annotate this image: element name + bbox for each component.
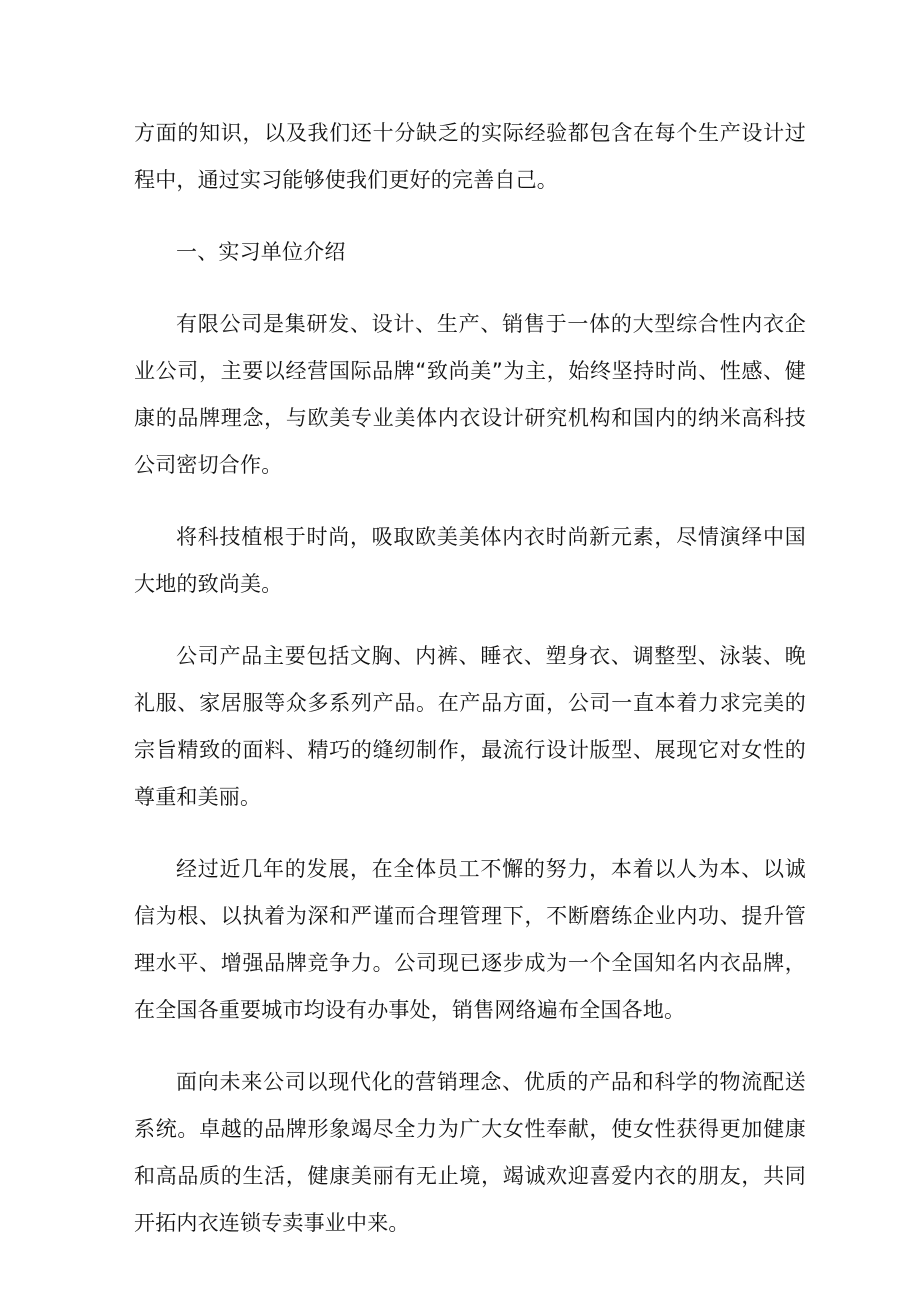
document-body xyxy=(134,110,806,1247)
paragraph-products: 公司产品主要包括文胸、内裤、睡衣、塑身衣、调整型、泳装、晚礼服、家居服等众多系列产品。在产品方面，公司一直本着力求完美的宗旨精致的面料、精巧的缝纫制作，最流行设计版型、展现它对女性的尊重和美丽。 xyxy=(134,644,806,809)
section-heading: 一、实习单位介绍 xyxy=(176,240,346,264)
paragraph-technology: 将科技植根于时尚，吸取欧美美体内衣时尚新元素，尽情演绎中国大地的致尚美。 xyxy=(134,525,806,596)
paragraph-gap xyxy=(134,489,806,514)
paragraph-future: 面向未来公司以现代化的营销理念、优质的产品和科学的物流配送系统。卓越的品牌形象竭尽全力为广大女性奉献，使女性获得更加健康和高品质的生活，健康美丽有无止境，竭诚欢迎喜爱内衣的朋友，共同开拓内衣连锁专卖事业中来。 xyxy=(134,1070,806,1235)
paragraph-development: 经过近几年的发展，在全体员工不懈的努力，本着以人为本、以诚信为根、以执着为深和严谨而合理管理下，不断磨练企业内功、提升管理水平、增强品牌竞争力。公司现已逐步成为一个全国知名内衣品牌，在全国各重要城市均设有办事处，销售网络遍布全国各地。 xyxy=(134,857,806,1022)
paragraph-gap xyxy=(134,821,806,846)
paragraph-gap xyxy=(134,1034,806,1059)
paragraph-company-intro: 有限公司是集研发、设计、生产、销售于一体的大型综合性内衣企业公司，主要以经营国际品牌“致尚美”为主，始终坚持时尚、性感、健康的品牌理念，与欧美专业美体内衣设计研究机构和国内的纳米高科技公司密切合作。 xyxy=(134,312,806,477)
paragraph-gap xyxy=(134,608,806,633)
paragraph-continuation: 方面的知识，以及我们还十分缺乏的实际经验都包含在每个生产设计过程中，通过实习能够使我们更好的完善自己。 xyxy=(134,121,806,192)
paragraph-gap xyxy=(134,204,806,229)
paragraph-gap xyxy=(134,276,806,301)
